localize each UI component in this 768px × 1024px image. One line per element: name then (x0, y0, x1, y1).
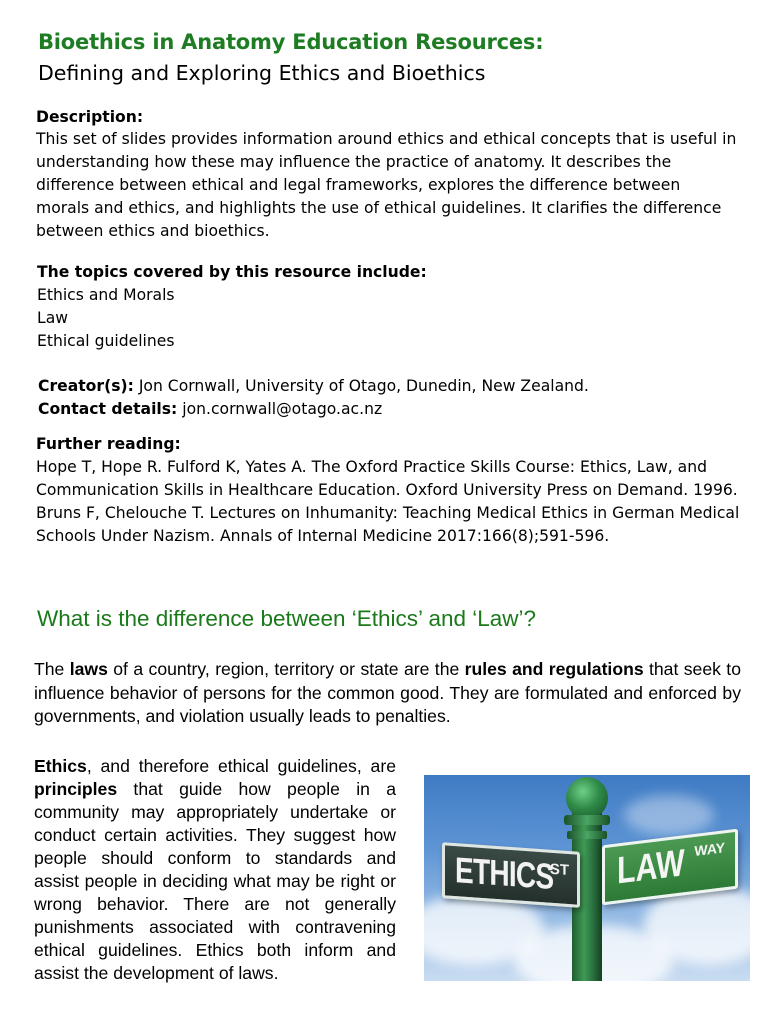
text-run: that seek to influence behavior of persons for the common good. They are formulated and enforced by governments, and violation usually leads to penalties. (34, 659, 741, 726)
street-sign-image (424, 775, 750, 981)
pole-collar (564, 815, 610, 825)
description-line: This set of slides provides information around ethics and ethical concepts that is useful in (36, 130, 737, 148)
further-reading-text (36, 456, 746, 548)
topics-list (37, 284, 175, 353)
pole-cap (566, 777, 608, 819)
pole-collar (567, 831, 607, 839)
page-title: Bioethics in Anatomy Education Resources: (38, 30, 544, 54)
description-line: difference between ethical and legal frameworks, explores the difference between (36, 176, 681, 194)
topic-item: Law (37, 309, 68, 327)
reference-line: Communication Skills in Healthcare Education. Oxford University Press on Demand. 1996. (36, 481, 738, 499)
bold-run: Ethics (34, 756, 87, 776)
creator-label: Creator(s): (38, 377, 134, 395)
sign-text: LAW (617, 842, 685, 893)
cloud (624, 795, 714, 835)
description-label: Description: (36, 108, 144, 126)
creator-value: Jon Cornwall, University of Otago, Dunedin, New Zealand. (133, 377, 589, 395)
page-subtitle: Defining and Exploring Ethics and Bioethics (38, 61, 486, 85)
bold-run: rules and regulations (464, 659, 644, 679)
topic-item: Ethical guidelines (37, 332, 175, 350)
text-run: of a country, region, territory or state are the (107, 659, 465, 679)
further-reading-label: Further reading: (36, 435, 181, 453)
contact-line (38, 398, 589, 421)
creator-block (38, 375, 589, 421)
text-run: that guide how people in a community may appropriately undertake or conduct certain activities. They suggest how people should conform to standards and assist people in deciding what may be right or wrong behavior. There are not generally punishments associated with contravening ethical guidelines. Ethics both inform and assist the development of laws. (34, 779, 396, 983)
description-line: understanding how these may influence the practice of anatomy. It describes the (36, 153, 672, 171)
sign-suffix: WAY (694, 839, 725, 860)
ethics-paragraph (34, 755, 396, 985)
sign-suffix: ST (549, 860, 569, 880)
sign-text: ETHICS (455, 849, 554, 897)
ethics-street-sign (442, 842, 580, 908)
section-heading: What is the difference between ‘Ethics’ and ‘Law’? (37, 606, 537, 631)
reference-line: Bruns F, Chelouche T. Lectures on Inhumanity: Teaching Medical Ethics in German Medical (36, 504, 740, 522)
creator-line (38, 375, 589, 398)
laws-paragraph (34, 658, 741, 729)
contact-email[interactable]: jon.cornwall@otago.ac.nz (177, 400, 383, 418)
bold-run: principles (34, 779, 118, 799)
reference-line: Schools Under Nazism. Annals of Internal Medicine 2017:166(8);591-596. (36, 527, 610, 545)
text-run: The (34, 659, 70, 679)
bold-run: laws (69, 659, 108, 679)
description-line: morals and ethics, and highlights the use of ethical guidelines. It clarifies the difference (36, 199, 722, 217)
topic-item: Ethics and Morals (37, 286, 175, 304)
description-text (36, 128, 736, 243)
topics-label: The topics covered by this resource include: (37, 263, 427, 281)
contact-label: Contact details: (38, 400, 178, 418)
description-line: between ethics and bioethics. (36, 222, 270, 240)
reference-line: Hope T, Hope R. Fulford K, Yates A. The Oxford Practice Skills Course: Ethics, Law, and (36, 458, 708, 476)
text-run: , and therefore ethical guidelines, are (86, 756, 396, 776)
